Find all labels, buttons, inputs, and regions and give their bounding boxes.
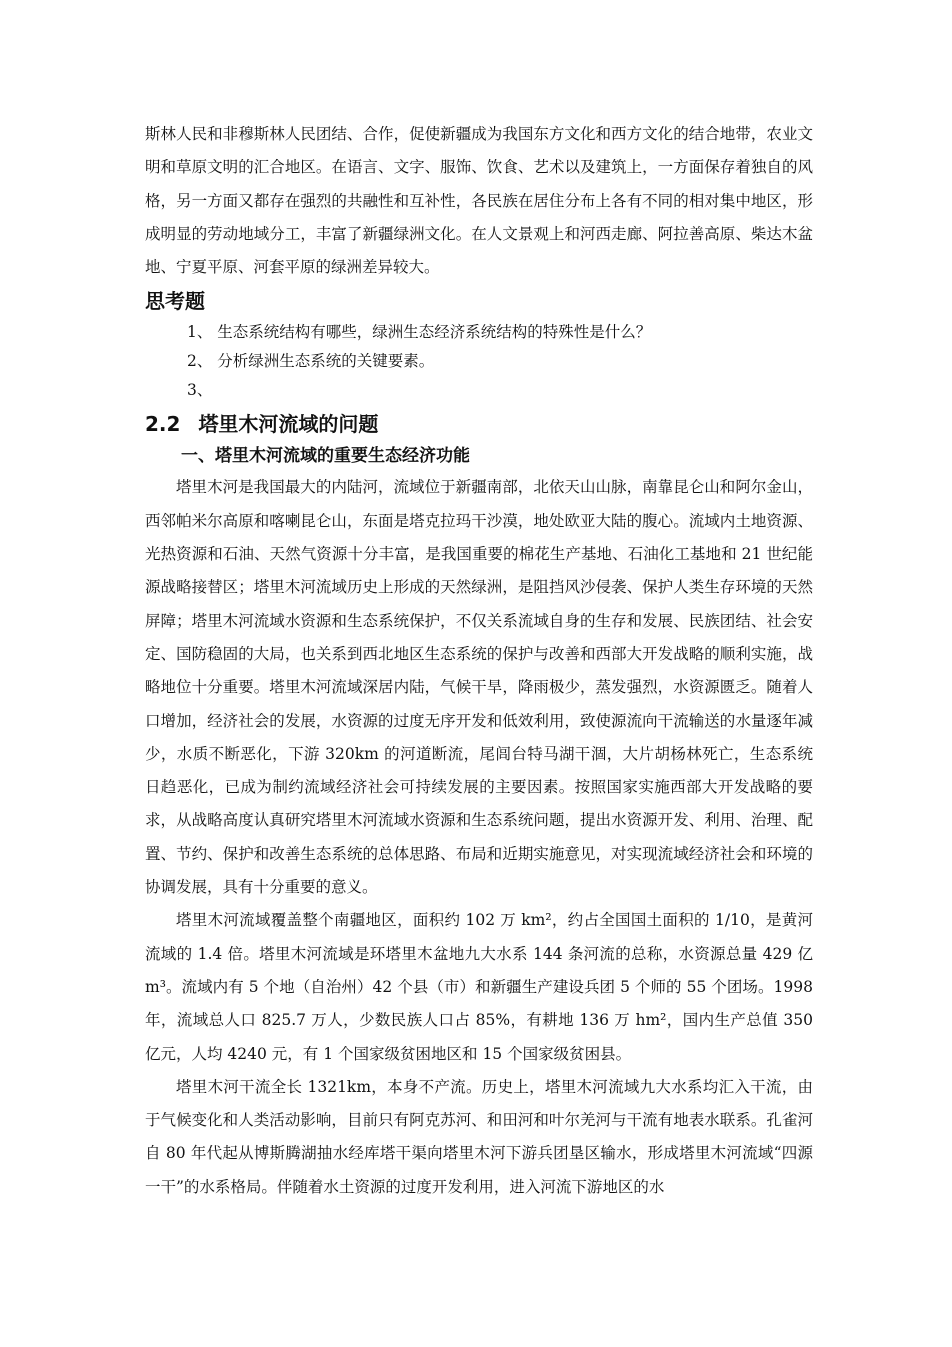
body-paragraph: 塔里木河干流全长 1321km，本身不产流。历史上，塔里木河流域九大水系均汇入干流，由于气候变化和人类活动影响，目前只有阿克苏河、和田河和叶尔羌河与干流有地表水联系。孔雀河自 80 年代起从博斯腾湖抽水经库塔干渠向塔里木河下游兵团垦区输水，形成塔里木河流域“四源一干”的水系格局。伴随着水土资源的过度开发利用，进入河流下游地区的水 [145,1077,813,1196]
question-item: 2、 分析绿洲生态系统的关键要素。 [187,352,435,371]
section-heading [145,407,813,441]
intro-paragraph: 斯林人民和非穆斯林人民团结、合作，促使新疆成为我国东方文化和西方文化的结合地带，农业文明和草原文明的汇合地区。在语言、文字、服饰、饮食、艺术以及建筑上，一方面保存着独自的风格，另一方面又都存在强烈的共融性和互补性，各民族在居住分布上各有不同的相对集中地区，形成明显的劳动地域分工，丰富了新疆绿洲文化。在人文景观上和河西走廊、阿拉善高原、柴达木盆地、宁夏平原、河套平原的绿洲差异较大。 [145,125,813,277]
section-title: 塔里木河流域的问题 [198,412,379,437]
questions-list [145,318,813,405]
document-page [145,118,813,1204]
question-item: 3、 [187,381,213,400]
body-paragraph: 塔里木河是我国最大的内陆河，流域位于新疆南部，北依天山山脉，南靠昆仑山和阿尔金山，西邻帕米尔高原和喀喇昆仑山，东面是塔克拉玛干沙漠，地处欧亚大陆的腹心。流域内土地资源、光热资源和石油、天然气资源十分丰富，是我国重要的棉花生产基地、石油化工基地和 21 世纪能源战略接替区；塔里木河流域历史上形成的天然绿洲，是阻挡风沙侵袭、保护人类生存环境的天然屏障；塔里木河流域水资源和生态系统保护，不仅关系流域自身的生存和发展、民族团结、社会安定、国防稳固的大局，也关系到西北地区生态系统的保护与改善和西部大开发战略的顺利实施，战略地位十分重要。塔里木河流域深居内陆，气候干旱，降雨极少，蒸发强烈，水资源匮乏。随着人口增加，经济社会的发展，水资源的过度无序开发和低效利用，致使源流向干流输送的水量逐年减少，水质不断恶化，下游 320km 的河道断流，尾闾台特马湖干涸，大片胡杨林死亡，生态系统日趋恶化，已成为制约流域经济社会可持续发展的主要因素。按照国家实施西部大开发战略的要求，从战略高度认真研究塔里木河流域水资源和生态系统问题，提出水资源开发、利用、治理、配置、节约、保护和改善生态系统的总体思路、布局和近期实施意见，对实现流域经济社会和环境的协调发展，具有十分重要的意义。 [145,478,813,897]
subsection-heading: 一、塔里木河流域的重要生态经济功能 [181,446,470,467]
section-number: 2.2 [145,412,181,437]
question-item: 1、 生态系统结构有哪些，绿洲生态经济系统结构的特殊性是什么？ [187,323,652,342]
body-paragraph: 塔里木河流域覆盖整个南疆地区，面积约 102 万 km²，约占全国国土面积的 1/10，是黄河流域的 1.4 倍。塔里木河流域是环塔里木盆地九大水系 144 条河流的总称，水资源总量 429 亿 m³。流域内有 5 个地（自治州）42 个县（市）和新疆生产建设兵团 5 个师的 55 个团场。1998 年，流域总人口 825.7 万人，少数民族人口占 85%，有耕地 136 万 hm²，国内生产总值 350 亿元，人均 4240 元，有 1 个国家级贫困地区和 15 个国家级贫困县。 [145,911,813,1063]
questions-heading: 思考题 [145,289,205,314]
